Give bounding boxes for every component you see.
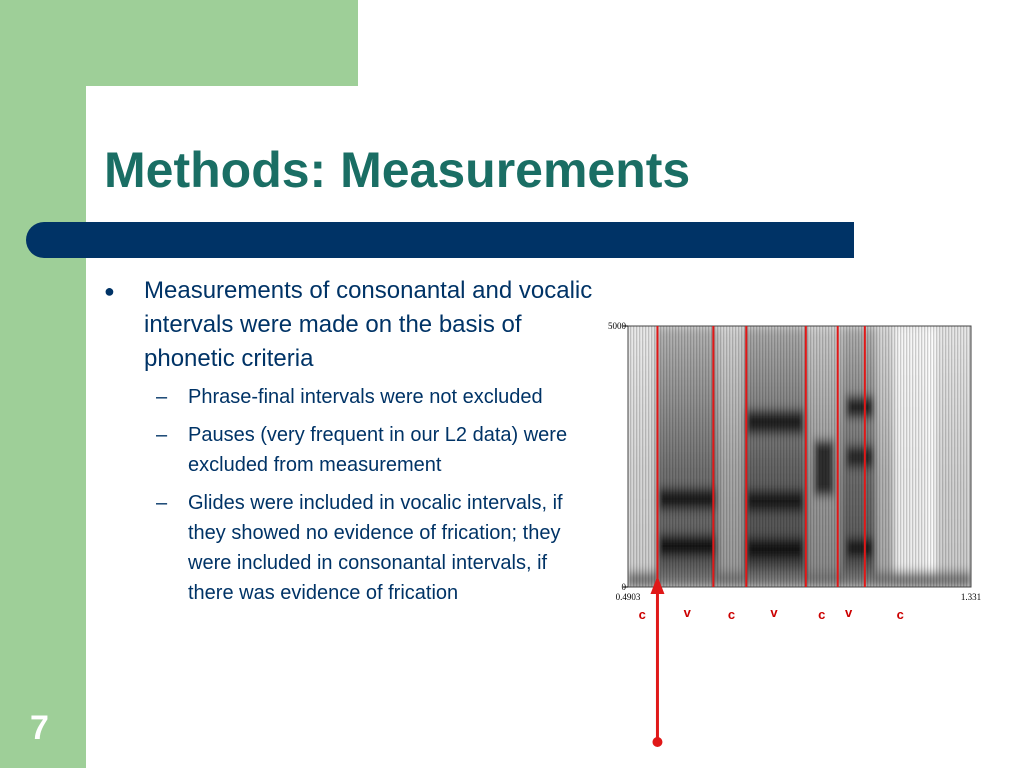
consonant-label: c [638, 607, 646, 622]
arrow-tail-dot-icon [652, 737, 662, 747]
main-bullet-text: Measurements of consonantal and vocalic intervals were made on the basis of phonetic criteria [144, 277, 593, 372]
vowel-label: v [770, 605, 778, 620]
sub-bullet [104, 382, 594, 412]
vowel-label: v [844, 605, 853, 620]
x-axis-end-label: 1.331 [960, 592, 982, 602]
spectrogram-image [628, 326, 971, 587]
y-axis-min-label: 0 [621, 582, 626, 592]
sub-bullet-dash-icon: – [156, 386, 168, 408]
consonant-label: c [896, 607, 904, 622]
sub-bullet [104, 420, 594, 480]
slide-title: Methods: Measurements [104, 142, 691, 198]
sub-bullet-list [104, 382, 594, 608]
sub-bullet-dash-icon: – [156, 424, 168, 446]
sub-bullet-text: Pauses (very frequent in our L2 data) were excluded from measurement [188, 424, 568, 476]
x-axis-start-label: 0.4903 [615, 592, 641, 602]
consonant-label: c [818, 607, 826, 622]
segment-labels [639, 605, 904, 622]
bullet-list [104, 274, 594, 616]
sub-bullet-text: Phrase-final intervals were not excluded [188, 386, 543, 408]
left-green-band [0, 0, 86, 768]
onset-arrow [650, 576, 664, 747]
top-green-tab [0, 0, 358, 86]
main-bullet [104, 274, 594, 376]
sub-bullet-dash-icon: – [156, 492, 168, 514]
consonant-label: c [727, 607, 736, 622]
title-underline-bar [26, 222, 854, 258]
vowel-label: v [683, 605, 691, 620]
sub-bullet-text: Glides were included in vocalic intervals, if they showed no evidence of frication; they were included in consonantal intervals, if there was evidence of frication [188, 492, 563, 604]
sub-bullet [104, 488, 594, 608]
slide-number: 7 [30, 709, 49, 747]
spectrogram-figure [600, 310, 1000, 760]
y-axis-max-label: 5000 [608, 321, 626, 331]
bullet-dot-icon: ● [104, 281, 115, 301]
